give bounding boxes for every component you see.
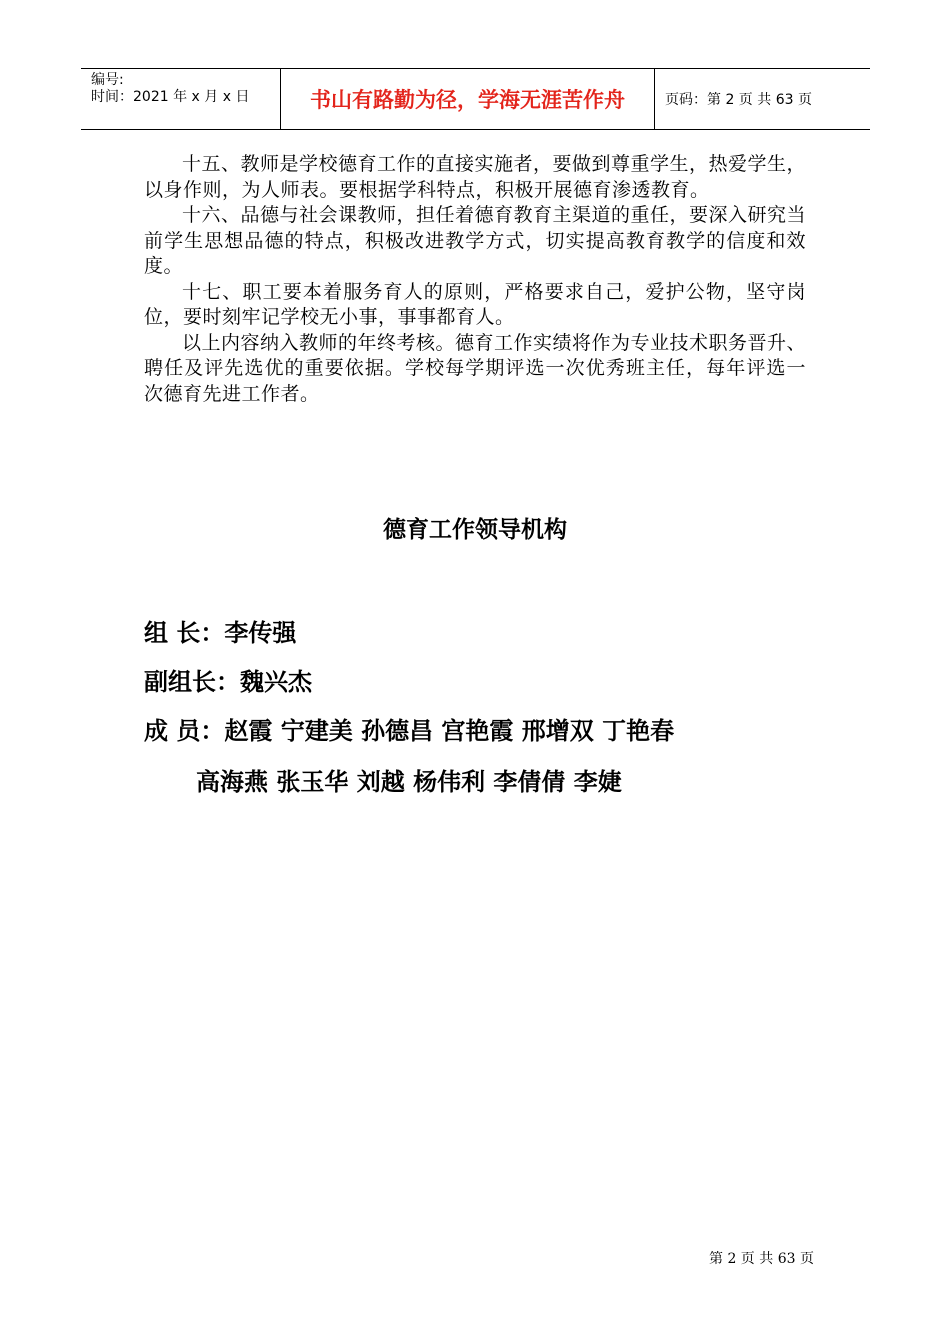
paragraph: 十五、教师是学校德育工作的直接实施者，要做到尊重学生，热爱学生，以身作则，为人师表。要根据学科特点，积极开展德育渗透教育。 <box>144 153 807 201</box>
document-body <box>144 152 806 407</box>
leader-line: 组 长：李传强 <box>144 619 297 647</box>
members-line-continued: 高海燕 张玉华 刘越 杨伟利 李倩倩 李婕 <box>196 768 622 796</box>
deputy-leader-line: 副组长：魏兴杰 <box>144 668 312 696</box>
document-number-label: 编号: <box>91 72 124 88</box>
header-page-info: 页码：第 2 页 共 63 页 <box>665 92 812 108</box>
section-title: 德育工作领导机构 <box>383 517 567 543</box>
page-header <box>81 68 870 130</box>
paragraph: 十七、职工要本着服务育人的原则，严格要求自己，爱护公物，坚守岗位，要时刻牢记学校无小事，事事都育人。 <box>144 280 806 328</box>
header-meta <box>81 69 281 129</box>
document-time-label: 时间：2021 年 x 月 x 日 <box>91 89 250 105</box>
header-motto: 书山有路勤为径，学海无涯苦作舟 <box>281 69 655 129</box>
members-line: 成 员：赵霞 宁建美 孙德昌 宫艳霞 邢增双 丁艳春 <box>144 717 675 745</box>
page-footer: 第 2 页 共 63 页 <box>709 1251 814 1267</box>
paragraph: 十六、品德与社会课教师，担任着德育教育主渠道的重任，要深入研究当前学生思想品德的特点，积极改进教学方式，切实提高教育教学的信度和效度。 <box>144 204 807 277</box>
paragraph: 以上内容纳入教师的年终考核。德育工作实绩将作为专业技术职务晋升、聘任及评先选优的重要依据。学校每学期评选一次优秀班主任，每年评选一次德育先进工作者。 <box>144 331 807 405</box>
